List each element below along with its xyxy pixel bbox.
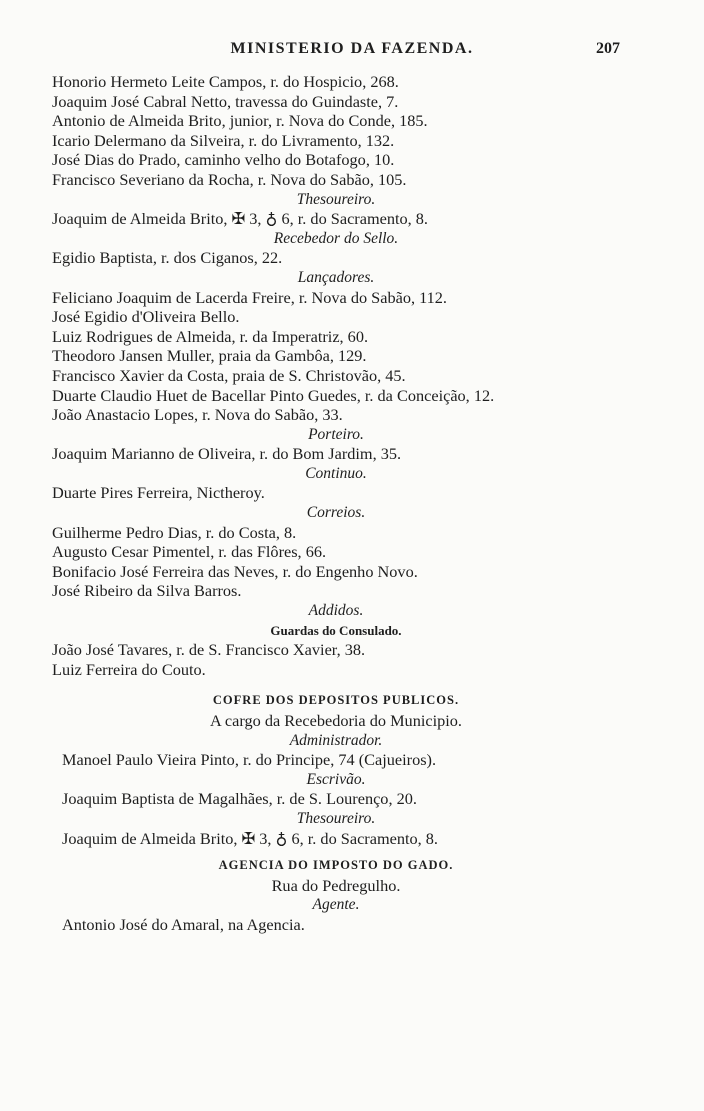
list-item: Egidio Baptista, r. dos Ciganos, 22. [52,248,283,268]
list-item: Luiz Rodrigues de Almeida, r. da Imperatriz, 60. [52,326,369,346]
list-item: Joaquim de Almeida Brito, ✠ 3, ♁ 6, r. do Sacramento, 8. [62,828,438,848]
list-item: João Anastacio Lopes, r. Nova do Sabão, 33. [52,405,343,425]
heading-agente: Agente. [312,896,360,914]
section-heading-lancadores: Lançadores. [297,268,375,286]
running-title: MINISTERIO DA FAZENDA. [230,40,474,57]
list-item: Honorio Hermeto Leite Campos, r. do Hospicio, 268. [52,72,399,91]
list-item: Guilherme Pedro Dias, r. do Costa, 8. [52,522,297,542]
list-item: Duarte Claudio Huet de Bacellar Pinto Guedes, r. da Conceição, 12. [52,385,495,405]
list-item: Augusto Cesar Pimentel, r. das Flôres, 66. [52,542,327,562]
list-item: Francisco Xavier da Costa, praia de S. Christovão, 45. [52,365,406,385]
list-item: Antonio de Almeida Brito, junior, r. Nova do Conde, 185. [52,111,428,131]
subheading-guardas: Guardas do Consulado. [270,622,402,638]
list-item: Bonifacio José Ferreira das Neves, r. do Engenho Novo. [52,561,418,581]
section-heading-addidos: Addidos. [308,602,364,620]
heading-escrivao: Escrivão. [306,770,366,788]
list-item: Manoel Paulo Vieira Pinto, r. do Principe, 74 (Cajueiros). [62,750,437,770]
list-item: Icario Delermano da Silveira, r. do Livramento, 132. [52,130,395,150]
list-item: Joaquim de Almeida Brito, ✠ 3, ♁ 6, r. do Sacramento, 8. [52,209,428,229]
section-title-agencia: AGENCIA DO IMPOSTO DO GADO. [218,858,454,873]
page-header [0,40,704,66]
list-item: Francisco Severiano da Rocha, r. Nova do Sabão, 105. [52,169,407,189]
list-item: José Ribeiro da Silva Barros. [52,581,242,601]
heading-administrador: Administrador. [289,731,383,749]
list-item: Theodoro Jansen Muller, praia da Gambôa, 129. [52,346,367,366]
list-item: Duarte Pires Ferreira, Nictheroy. [52,483,265,503]
list-item: Feliciano Joaquim de Lacerda Freire, r. Nova do Sabão, 112. [52,287,448,307]
section-title-cofre: COFRE DOS DEPOSITOS PUBLICOS. [212,693,460,708]
list-item: Joaquim José Cabral Netto, travessa do Guindaste, 7. [52,91,399,111]
list-item: Joaquim Marianno de Oliveira, r. do Bom Jardim, 35. [52,444,402,464]
list-item: José Egidio d'Oliveira Bello. [52,307,240,327]
section-heading-recebedor: Recebedor do Sello. [273,229,399,247]
list-item: Antonio José do Amaral, na Agencia. [62,914,305,934]
subtitle-agencia: Rua do Pedregulho. [271,875,401,895]
page-content [52,72,620,935]
section-heading-continuo: Continuo. [305,464,367,482]
list-item: José Dias do Prado, caminho velho do Botafogo, 10. [52,150,395,170]
list-item: Luiz Ferreira do Couto. [52,659,206,679]
page-number: 207 [596,40,620,57]
section-heading-thesoureiro: Thesoureiro. [296,190,376,208]
list-item: Joaquim Baptista de Magalhães, r. de S. Lourenço, 20. [62,789,417,809]
subtitle-cofre: A cargo da Recebedoria do Municipio. [210,711,462,730]
section-heading-correios: Correios. [306,504,366,522]
heading-thesoureiro-cofre: Thesoureiro. [296,809,376,827]
section-heading-porteiro: Porteiro. [308,425,364,443]
list-item: João José Tavares, r. de S. Francisco Xavier, 38. [52,640,366,660]
